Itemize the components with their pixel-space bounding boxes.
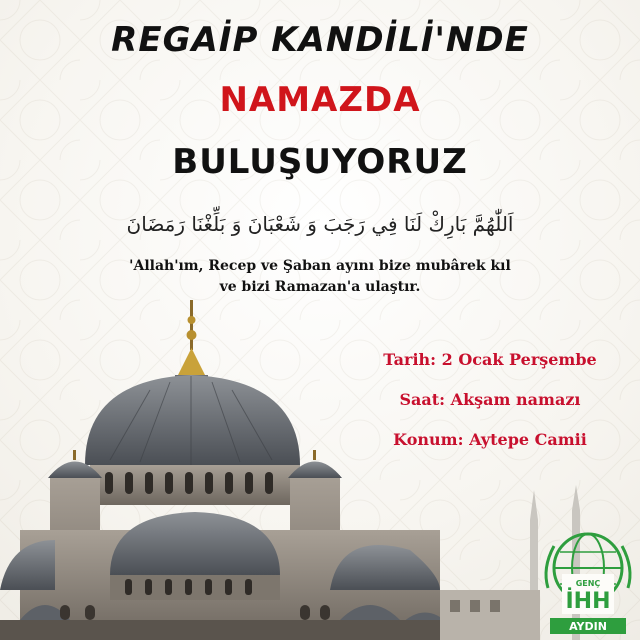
- logo-brand-text: İHH: [565, 589, 611, 614]
- genc-ihh-aydin-logo: [540, 528, 636, 636]
- logo-genc-text: GENÇ: [575, 579, 601, 588]
- headline-line-3: BULUŞUYORUZ: [172, 142, 468, 182]
- logo-city-text: AYDIN: [569, 620, 607, 633]
- headline-line-2: NAMAZDA: [219, 80, 421, 120]
- headline-line-1: REGAİP KANDİLİ'NDE: [111, 20, 529, 60]
- translation-line-2: ve bizi Ramazan'a ulaştır.: [219, 279, 421, 295]
- event-location: Konum: Aytepe Camii: [393, 430, 587, 449]
- arabic-prayer: اَللّٰهُمَّ بَارِكْ لَنَا فِي رَجَبَ وَ شَعْبَانَ وَ بَلِّغْنَا رَمَضَانَ: [126, 212, 514, 236]
- event-time: Saat: Akşam namazı: [399, 390, 581, 409]
- event-date: Tarih: 2 Ocak Perşembe: [383, 350, 597, 369]
- translation-line-1: 'Allah'ım, Recep ve Şaban ayını bize mubârek kıl: [129, 258, 511, 274]
